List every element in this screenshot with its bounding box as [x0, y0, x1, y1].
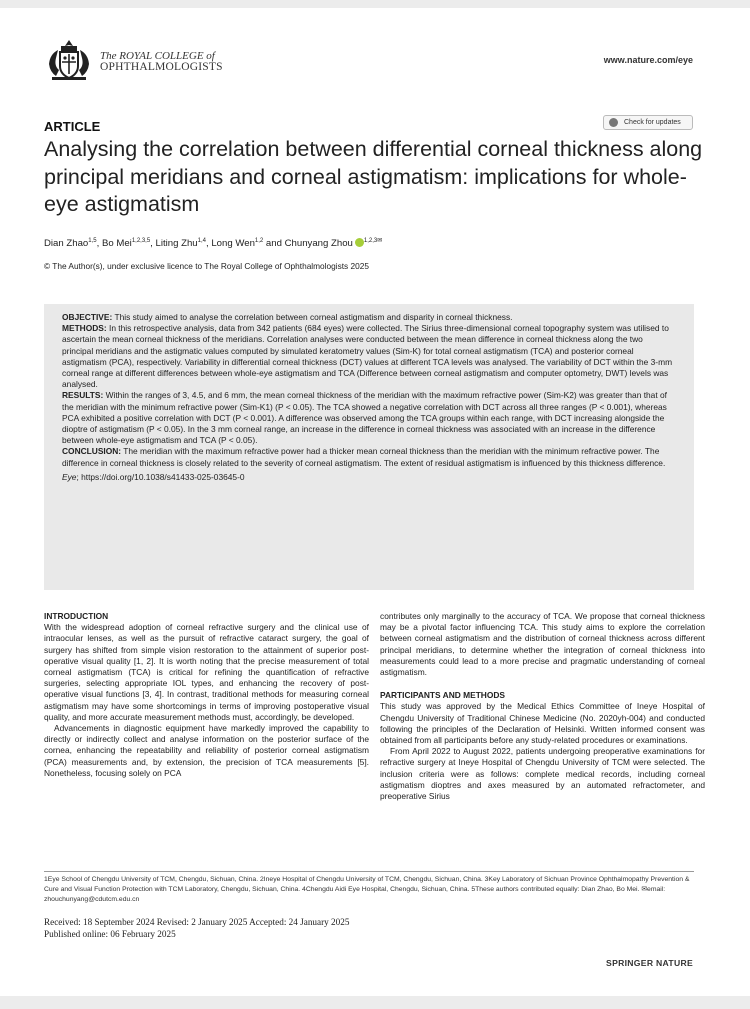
check-updates-label: Check for updates — [624, 119, 681, 126]
section-spacer — [380, 678, 705, 690]
author-list — [44, 237, 704, 249]
body-column-left — [44, 611, 369, 779]
orcid-icon[interactable] — [355, 238, 364, 247]
affiliations-footnote: 1Eye School of Chengdu University of TCM, Chengdu, Sichuan, China. 2Ineye Hospital of Chengdu University of TCM, Chengdu, Sichuan, China. 3Key Laboratory of Sichuan Province Ophthalmopathy Prevention & Cure and Visual Function Protection with TCM Laboratory, Chengdu, Sichuan, China. 4Chengdu Aidi Eye Hospital, Chengdu, Sichuan, China. 5These authors contributed equally: Dian Zhao, Bo Mei. ✉email: zhouchunyang@cdutcm.edu.cn — [44, 876, 690, 903]
objective-text: This study aimed to analyse the correlation between corneal astigmatism and disparity in corneal thickness. — [114, 312, 513, 322]
author-name[interactable]: Chunyang Zhou — [284, 238, 353, 250]
introduction-paragraph-2: Advancements in diagnostic equipment have markedly improved the capability to directly or indirectly collect and analyse information on the posterior surface of the cornea, enhancing the repeatability and reliability of posterior corneal astigmatism (PCA) measurements and, by extension, the precision of TCA measurements [5]. Nonetheless, focusing solely on PCA — [44, 723, 369, 778]
college-crest-logo — [44, 36, 94, 82]
abstract-objective — [62, 312, 676, 323]
author-name[interactable]: Long Wen — [211, 238, 255, 250]
author-name[interactable]: Dian Zhao — [44, 238, 89, 250]
results-text: Within the ranges of 3, 4.5, and 6 mm, the mean corneal thickness of the meridian with the maximum refractive power (Sim-K2) was greater than that of the meridian with the minimum refractive power (Sim-K1) (P < 0.05). The TCA showed a negative correlation with DCT across all three ranges (P < 0.001), whereas PCA exhibited a positive correlation with DCT (P < 0.001). A difference was observed among the TCA groups within each range, with DCT increasing alongside the dioptre of astigmatism (P < 0.05). In the 3 mm corneal range, an increase in the difference in corneal thickness was associated with an increase in the difference between whole-eye astigmatism and TCA (P < 0.05). — [62, 390, 667, 446]
doi-link[interactable]: ; https://doi.org/10.1038/s41433-025-03645-0 — [76, 471, 245, 482]
introduction-paragraph-1: With the widespread adoption of corneal refractive surgery and the clinical use of intraocular lenses, as well as the pursuit of refractive cataract surgery, the goal of surgery has shifted from simple vision restoration to the attainment of superior post-operative visual quality [1, 2]. It is worth noting that the precise measurement of total corneal astigmatism (TCA) is critical for refining the quantification of refractive surgeries, selecting appropriate IOL types, and enhancing the recovery of post-operative visual functions [3, 4]. In contrast, traditional methods for measuring corneal astigmatism may have some shortcomings in terms of improving postoperative visual quality, and more accurate measurement methods must, accordingly, be developed. — [44, 622, 369, 722]
objective-label: OBJECTIVE: — [62, 312, 113, 322]
email-icon[interactable]: ✉ — [377, 238, 383, 244]
abstract-methods — [62, 323, 676, 390]
footnote-divider — [44, 871, 694, 872]
author-affiliation: 1,2,3,5 — [131, 238, 151, 244]
article-title: Analysing the correlation between differential corneal thickness along principal meridians and corneal astigmatism: implications for whole-eye astigmatism — [44, 137, 703, 216]
received-revised-accepted: Received: 18 September 2024 Revised: 2 January 2025 Accepted: 24 January 2025 — [44, 917, 350, 927]
publication-dates — [44, 917, 349, 940]
abstract-doi — [62, 472, 676, 483]
abstract-results — [62, 390, 676, 446]
article-page — [0, 8, 750, 996]
journal-url-link[interactable]: www.nature.com/eye — [603, 55, 693, 65]
author-affiliation: 1,2,3 — [363, 238, 378, 244]
published-online: Published online: 06 February 2025 — [44, 928, 176, 939]
check-for-updates-button[interactable] — [603, 115, 693, 130]
results-label: RESULTS: — [62, 390, 104, 401]
author-separator: , — [96, 238, 102, 250]
author-name[interactable]: Liting Zhu — [155, 238, 198, 250]
publisher-logo: SPRINGER NATURE — [606, 958, 693, 968]
methods-text: In this retrospective analysis, data from 342 patients (684 eyes) were collected. The Sirius three-dimensional corneal topography system was utilised to ascertain the mean corneal thickness of the meridians. Correlation analyses were conducted between the mean difference in corneal thickness along the two principal meridians and the astigmatic values computed by simulated keratometry values (Sim-K) for total corneal astigmatism (TCA) and posterior corneal astigmatism (PCA), respectively. Variability in differential corneal thickness (DCT) values at different TCA levels was analysed. The variability of DCT within the 3-mm corneal range at different differences between whole-eye astigmatism and TCA (Difference between corneal astigmatism and computer optometry, DWT) levels was analysed. — [62, 323, 673, 390]
copyright-notice: © The Author(s), under exclusive licence to The Royal College of Ophthalmologists 2025 — [44, 261, 369, 271]
introduction-paragraph-3: contributes only marginally to the accuracy of TCA. We propose that corneal thickness may be a pivotal factor influencing TCA. This study aims to explore the correlation between corneal astigmatism and the distribution of corneal thickness across different principal meridians, to determine whether the integration of corneal thickness into measurements could lead to a more precise and pragmatic understanding of corneal astigmatism. — [380, 611, 705, 678]
article-type-label: ARTICLE — [44, 119, 101, 134]
author-separator: , — [206, 238, 212, 250]
methods-label: METHODS: — [62, 323, 107, 334]
author-affiliation: 1,4 — [197, 238, 206, 244]
abstract-box — [44, 304, 694, 590]
college-name-line1: The ROYAL COLLEGE of — [100, 50, 215, 62]
author-affiliation: 1,5 — [88, 238, 97, 244]
author-separator: , — [150, 238, 156, 250]
check-updates-icon — [609, 118, 618, 127]
abstract-conclusion — [62, 446, 676, 468]
college-name-line2: OPHTHALMOLOGISTS — [100, 61, 223, 73]
methods-heading: PARTICIPANTS AND METHODS — [380, 690, 506, 701]
author-name[interactable]: Bo Mei — [101, 238, 132, 250]
college-name — [100, 51, 223, 73]
doi-journal: Eye — [62, 471, 77, 482]
author-affiliation: 1,2 — [254, 238, 264, 244]
methods-paragraph-2: From April 2022 to August 2022, patients undergoing preoperative examinations for refractive surgery at Ineye Hospital of Chengdu University of TCM were selected. The inclusion criteria were as follows: complete medical records, including corneal astigmatism dioptres and axes measured by an automated refractometer, and preoperative Sirius — [380, 746, 705, 802]
methods-paragraph-1: This study was approved by the Medical Ethics Committee of Ineye Hospital of Chengdu University of Traditional Chinese Medicine (No. 2020yh-004) and conducted following the principles of the Declaration of Helsinki. Written informed consent was obtained from all participants before any study-related procedures or examinations. — [380, 701, 705, 746]
introduction-heading: INTRODUCTION — [44, 611, 109, 621]
body-column-right — [380, 611, 705, 802]
conclusion-label: CONCLUSION: — [62, 446, 122, 457]
author-separator: and — [263, 238, 285, 250]
conclusion-text: The meridian with the maximum refractive power had a thicker mean corneal thickness than the meridian with the minimum refractive power. The difference in corneal thickness is closely related to the severity of corneal astigmatism. The extent of residual astigmatism is influenced by this thickness difference. — [62, 446, 666, 468]
